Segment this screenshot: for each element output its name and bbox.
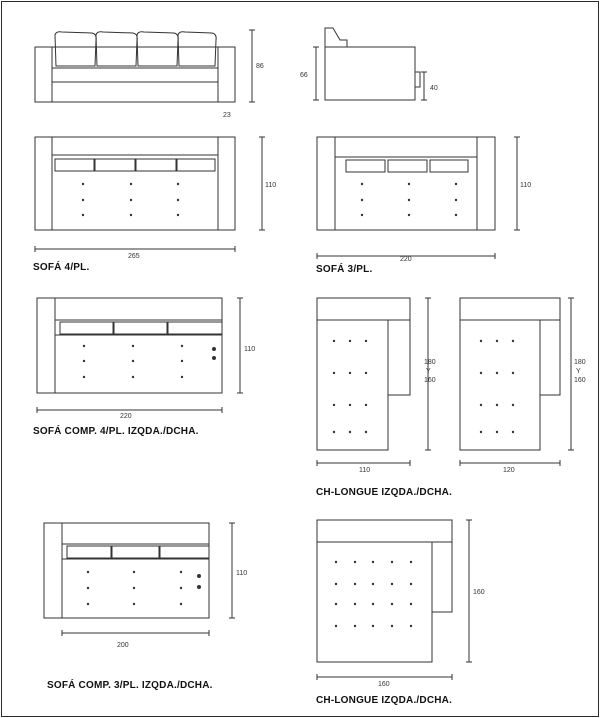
tufting-button — [133, 587, 135, 589]
tufting-button — [130, 214, 132, 216]
tufting-button — [372, 625, 374, 627]
dim-comp4-depth: 110 — [244, 346, 256, 353]
chaise-longue-square-plan — [317, 520, 472, 680]
tufting-button — [410, 603, 412, 605]
tufting-button — [354, 583, 356, 585]
tufting-button — [496, 404, 498, 406]
tufting-button — [181, 376, 183, 378]
sofa-comp-4pl-plan — [37, 298, 243, 413]
tufting-button — [455, 214, 457, 216]
tufting-button — [87, 603, 89, 605]
tufting-button — [496, 372, 498, 374]
dim-chl-a-length-1: 180 — [424, 359, 436, 366]
tufting-button — [132, 376, 134, 378]
tufting-button — [496, 431, 498, 433]
tufting-button — [349, 404, 351, 406]
tufting-button — [496, 340, 498, 342]
dim-comp4-width: 220 — [120, 413, 132, 420]
tufting-button — [82, 183, 84, 185]
tufting-button — [365, 431, 367, 433]
dim-sofa4-width: 265 — [128, 253, 140, 260]
connector-mark — [212, 356, 216, 360]
tufting-button — [177, 214, 179, 216]
tufting-button — [82, 199, 84, 201]
tufting-button — [455, 199, 457, 201]
dim-chl2-length: 160 — [473, 589, 485, 596]
tufting-button — [372, 561, 374, 563]
tufting-button — [180, 587, 182, 589]
tufting-button — [455, 183, 457, 185]
connector-mark — [197, 585, 201, 589]
dim-chl-b-length-1: 180 — [574, 359, 586, 366]
tufting-button — [512, 372, 514, 374]
connector-mark — [197, 574, 201, 578]
caption-sofa-comp-3pl: SOFÁ COMP. 3/PL. IZQDA./DCHA. — [47, 680, 213, 691]
tufting-button — [177, 183, 179, 185]
dim-sofa4-depth: 110 — [265, 182, 277, 189]
tufting-button — [480, 404, 482, 406]
dim-chl-a-length-2: Y — [426, 368, 431, 375]
tufting-button — [130, 199, 132, 201]
tufting-button — [408, 214, 410, 216]
tufting-button — [512, 404, 514, 406]
tufting-button — [83, 376, 85, 378]
tufting-button — [177, 199, 179, 201]
tufting-button — [365, 372, 367, 374]
tufting-button — [335, 603, 337, 605]
tufting-button — [391, 603, 393, 605]
tufting-button — [83, 360, 85, 362]
tufting-button — [512, 431, 514, 433]
tufting-button — [354, 625, 356, 627]
tufting-button — [130, 183, 132, 185]
tufting-button — [333, 340, 335, 342]
tufting-button — [335, 583, 337, 585]
tufting-button — [354, 603, 356, 605]
tufting-button — [361, 199, 363, 201]
tufting-button — [180, 603, 182, 605]
tufting-button — [335, 625, 337, 627]
tufting-button — [181, 360, 183, 362]
tufting-button — [133, 571, 135, 573]
tufting-button — [480, 340, 482, 342]
sofa-4pl-plan — [35, 137, 265, 252]
tufting-button — [349, 372, 351, 374]
tufting-button — [87, 587, 89, 589]
tufting-button — [480, 372, 482, 374]
tufting-button — [87, 571, 89, 573]
caption-ch-longue-1: CH-LONGUE IZQDA./DCHA. — [316, 487, 453, 498]
dim-sofa3-depth: 110 — [520, 182, 532, 189]
tufting-button — [181, 345, 183, 347]
tufting-button — [391, 561, 393, 563]
tufting-button — [410, 583, 412, 585]
tufting-button — [365, 340, 367, 342]
caption-sofa-3pl: SOFÁ 3/PL. — [316, 264, 373, 275]
dim-front-height: 86 — [256, 63, 264, 70]
tufting-button — [349, 340, 351, 342]
tufting-button — [83, 345, 85, 347]
tufting-button — [132, 360, 134, 362]
dim-comp3-width: 200 — [117, 642, 129, 649]
tufting-button — [132, 345, 134, 347]
dim-side-height: 66 — [300, 72, 308, 79]
tufting-button — [333, 431, 335, 433]
dim-chl-b-length-3: 160 — [574, 377, 586, 384]
tufting-button — [361, 214, 363, 216]
dim-chl-b-length-2: Y — [576, 368, 581, 375]
dim-chl-a-width: 110 — [359, 467, 371, 474]
sofa-front-elevation — [35, 30, 255, 102]
tufting-button — [391, 583, 393, 585]
caption-ch-longue-2: CH-LONGUE IZQDA./DCHA. — [316, 695, 453, 706]
tufting-button — [391, 625, 393, 627]
tufting-button — [82, 214, 84, 216]
tufting-button — [372, 583, 374, 585]
tufting-button — [410, 561, 412, 563]
sofa-3pl-plan — [317, 137, 520, 259]
dim-front-seat: 23 — [223, 112, 231, 119]
tufting-button — [372, 603, 374, 605]
caption-sofa-4pl: SOFÁ 4/PL. — [33, 262, 90, 273]
tufting-button — [133, 603, 135, 605]
dim-chl-b-width: 120 — [503, 467, 515, 474]
tufting-button — [335, 561, 337, 563]
tufting-button — [333, 372, 335, 374]
chaise-longue-plan-a — [317, 298, 431, 466]
tufting-button — [349, 431, 351, 433]
tufting-button — [480, 431, 482, 433]
tufting-button — [408, 183, 410, 185]
tufting-button — [410, 625, 412, 627]
tufting-button — [180, 571, 182, 573]
caption-sofa-comp-4pl: SOFÁ COMP. 4/PL. IZQDA./DCHA. — [33, 426, 199, 437]
tufting-button — [512, 340, 514, 342]
tufting-button — [361, 183, 363, 185]
sofa-side-elevation — [313, 28, 427, 100]
dim-comp3-depth: 110 — [236, 570, 248, 577]
tufting-button — [333, 404, 335, 406]
tufting-button — [354, 561, 356, 563]
dim-chl2-width: 160 — [378, 681, 390, 688]
sofa-comp-3pl-plan — [44, 523, 235, 636]
dim-sofa3-width: 220 — [400, 256, 412, 263]
tufting-button — [408, 199, 410, 201]
chaise-longue-plan-b — [460, 298, 574, 466]
tufting-button — [365, 404, 367, 406]
dim-side-seat: 40 — [430, 85, 438, 92]
dim-chl-a-length-3: 160 — [424, 377, 436, 384]
connector-mark — [212, 347, 216, 351]
